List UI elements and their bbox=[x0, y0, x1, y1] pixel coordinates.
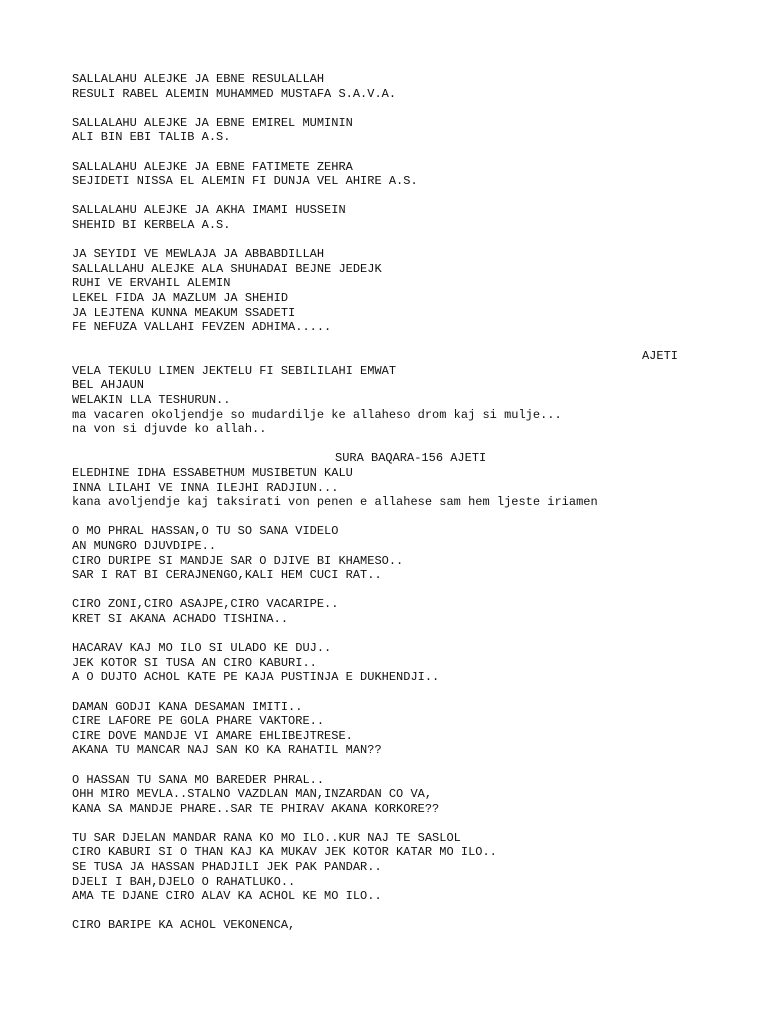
text-line: KRET SI AKANA ACHADO TISHINA.. bbox=[72, 611, 289, 626]
text-line: O HASSAN TU SANA MO BAREDER PHRAL.. bbox=[72, 772, 325, 787]
blank-line bbox=[72, 145, 692, 160]
text-line: OHH MIRO MEVLA..STALNO VAZDLAN MAN,INZARDAN CO VA, bbox=[72, 787, 433, 802]
text-line: CIRO DURIPE SI MANDJE SAR O DJIVE BI KHAMESO.. bbox=[72, 553, 404, 568]
text-line: CIRO BARIPE KA ACHOL VEKONENCA, bbox=[72, 918, 296, 933]
text-line: ALI BIN EBI TALIB A.S. bbox=[72, 130, 231, 145]
text-line: KANA SA MANDJE PHARE..SAR TE PHIRAV AKANA KORKORE?? bbox=[72, 801, 440, 816]
text-line: JA SEYIDI VE MEWLAJA JA ABBABDILLAH bbox=[72, 247, 325, 262]
blank-line bbox=[72, 816, 692, 831]
text-line: CIRO KABURI SI O THAN KAJ KA MUKAV JEK KOTOR KATAR MO ILO.. bbox=[72, 845, 497, 860]
text-line: VELA TEKULU LIMEN JEKTELU FI SEBILILAHI EMWAT bbox=[72, 363, 397, 378]
blank-line bbox=[72, 335, 692, 350]
blank-line bbox=[72, 101, 692, 116]
text-line: DJELI I BAH,DJELO O RAHATLUKO.. bbox=[72, 874, 296, 889]
text-line: AKANA TU MANCAR NAJ SAN KO KA RAHATIL MAN?? bbox=[72, 743, 382, 758]
document-body bbox=[72, 72, 692, 933]
text-line: SALLALLAHU ALEJKE ALA SHUHADAI BEJNE JEDEJK bbox=[72, 261, 382, 276]
text-line: SALLALAHU ALEJKE JA AKHA IMAMI HUSSEIN bbox=[72, 203, 346, 218]
blank-line bbox=[72, 189, 692, 204]
text-line: SHEHID BI KERBELA A.S. bbox=[72, 217, 231, 232]
text-line: kana avoljendje kaj taksirati von penen e allahese sam hem ljeste iriamen bbox=[72, 495, 598, 510]
text-line: SALLALAHU ALEJKE JA EBNE EMIREL MUMININ bbox=[72, 115, 353, 130]
text-line: SALLALAHU ALEJKE JA EBNE FATIMETE ZEHRA bbox=[72, 159, 353, 174]
text-line: DAMAN GODJI KANA DESAMAN IMITI.. bbox=[72, 699, 303, 714]
text-line: O MO PHRAL HASSAN,O TU SO SANA VIDELO bbox=[72, 524, 339, 539]
text-line: RUHI VE ERVAHIL ALEMIN bbox=[72, 276, 231, 291]
text-line: JA LEJTENA KUNNA MEAKUM SSADETI bbox=[72, 305, 296, 320]
text-line: AJETI bbox=[641, 349, 678, 364]
text-line: FE NEFUZA VALLAHI FEVZEN ADHIMA..... bbox=[72, 320, 332, 335]
blank-line bbox=[72, 233, 692, 248]
text-line: AMA TE DJANE CIRO ALAV KA ACHOL KE MO ILO.. bbox=[72, 889, 382, 904]
text-line: SURA BAQARA-156 AJETI bbox=[335, 451, 487, 466]
text-line: TU SAR DJELAN MANDAR RANA KO MO ILO..KUR NAJ TE SASLOL bbox=[72, 830, 461, 845]
text-line: CIRE DOVE MANDJE VI AMARE EHLIBEJTRESE. bbox=[72, 728, 353, 743]
text-line: AN MUNGRO DJUVDIPE.. bbox=[72, 539, 217, 553]
text-line: SE TUSA JA HASSAN PHADJILI JEK PAK PANDAR.. bbox=[72, 860, 382, 875]
text-line: WELAKIN LLA TESHURUN.. bbox=[72, 393, 231, 408]
text-line: CIRO ZONI,CIRO ASAJPE,CIRO VACARIPE.. bbox=[72, 597, 339, 612]
text-line: ELEDHINE IDHA ESSABETHUM MUSIBETUN KALU bbox=[72, 466, 353, 481]
text-line: ma vacaren okoljendje so mudardilje ke allaheso drom kaj si mulje... bbox=[72, 407, 562, 422]
blank-line bbox=[72, 437, 692, 452]
text-line: LEKEL FIDA JA MAZLUM JA SHEHID bbox=[72, 290, 289, 305]
text-line: RESULI RABEL ALEMIN MUHAMMED MUSTAFA S.A.V.A. bbox=[72, 86, 397, 101]
blank-line bbox=[72, 510, 692, 525]
blank-line bbox=[72, 627, 692, 642]
text-line: SEJIDETI NISSA EL ALEMIN FI DUNJA VEL AHIRE A.S. bbox=[72, 174, 418, 189]
text-line: BEL AHJAUN bbox=[72, 378, 145, 393]
blank-line bbox=[72, 758, 692, 773]
text-line: na von si djuvde ko allah.. bbox=[72, 422, 267, 437]
text-line: JEK KOTOR SI TUSA AN CIRO KABURI.. bbox=[72, 655, 317, 670]
text-line: SAR I RAT BI CERAJNENGO,KALI HEM CUCI RAT.. bbox=[72, 568, 382, 583]
blank-line bbox=[72, 904, 692, 919]
text-line: A O DUJTO ACHOL KATE PE KAJA PUSTINJA E DUKHENDJI.. bbox=[72, 670, 440, 685]
text-line: INNA LILAHI VE INNA ILEJHI RADJIUN... bbox=[72, 480, 339, 495]
text-line: SALLALAHU ALEJKE JA EBNE RESULALLAH bbox=[72, 72, 325, 86]
text-line: CIRE LAFORE PE GOLA PHARE VAKTORE.. bbox=[72, 714, 325, 729]
text-line: HACARAV KAJ MO ILO SI ULADO KE DUJ.. bbox=[72, 641, 332, 656]
blank-line bbox=[72, 583, 692, 598]
blank-line bbox=[72, 685, 692, 700]
